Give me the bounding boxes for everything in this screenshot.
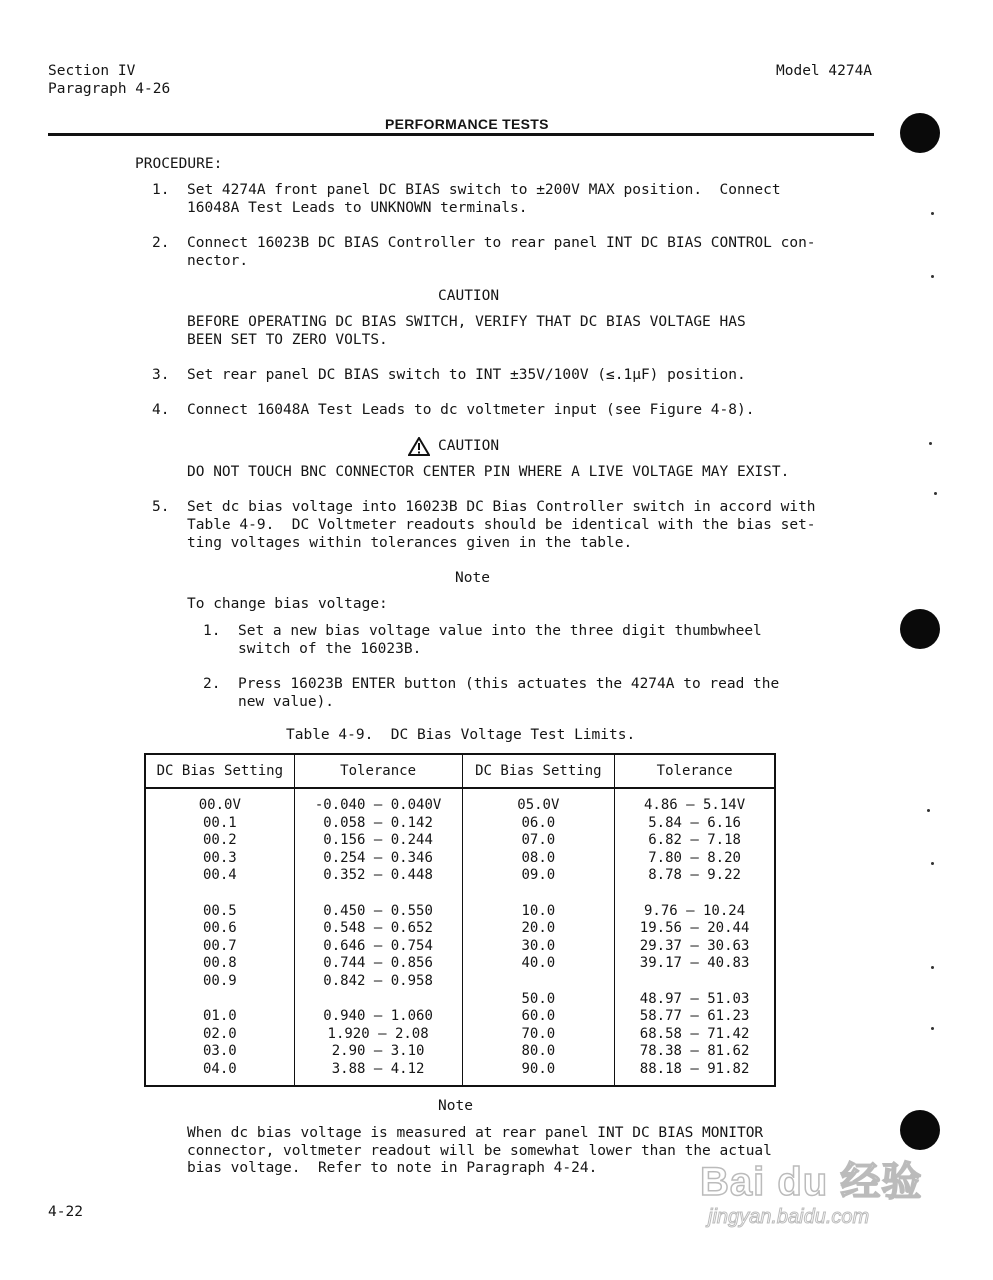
header-rule	[48, 133, 874, 136]
caution-text: BEFORE OPERATING DC BIAS SWITCH, VERIFY THAT DC BIAS VOLTAGE HAS	[187, 314, 746, 330]
note-item-number: 2.	[203, 676, 221, 692]
tolerance-cell: 0.548 — 0.652	[323, 920, 433, 937]
bias-setting-cell: 07.0	[521, 832, 556, 849]
left-tolerances-column	[294, 788, 462, 1086]
note-text: bias voltage. Refer to note in Paragraph 4-24.	[187, 1160, 598, 1176]
table-body-row	[145, 788, 775, 1086]
tolerance-cell: 3.88 — 4.12	[331, 1060, 425, 1077]
watermark-logo-text: Bai du 经验	[700, 1160, 923, 1204]
bias-setting-cell: 05.0V	[517, 797, 560, 813]
bias-setting-cell: 80.0	[521, 1043, 556, 1060]
step5-text: Table 4-9. DC Voltmeter readouts should be identical with the bias set-	[187, 517, 816, 533]
row-gap	[295, 885, 462, 903]
bias-setting-cell: 00.6	[202, 920, 237, 937]
tolerance-cell: 1.920 — 2.08	[327, 1025, 429, 1042]
bias-setting-cell: 08.0	[521, 849, 556, 866]
tolerance-cell: 29.37 — 30.63	[639, 937, 750, 954]
bias-setting-cell: 00.9	[202, 972, 237, 989]
note-item-text: new value).	[238, 694, 335, 710]
tolerance-cell: 6.82 — 7.18	[648, 832, 741, 849]
bias-setting-cell: 04.0	[202, 1060, 237, 1077]
row-gap	[146, 991, 294, 1009]
bias-setting-cell: 09.0	[521, 867, 556, 884]
column-header: Tolerance	[615, 754, 775, 788]
step2-text: nector.	[187, 253, 249, 269]
note-text: When dc bias voltage is measured at rear panel INT DC BIAS MONITOR	[187, 1125, 764, 1141]
bias-setting-cell: 00.7	[202, 937, 237, 954]
bias-setting-cell: 00.5	[202, 902, 237, 919]
tolerance-cell: 58.77 — 61.23	[639, 1008, 750, 1025]
row-gap	[463, 973, 615, 991]
scan-speck	[934, 492, 937, 495]
note-heading: Note	[455, 570, 490, 586]
tolerance-cell: 88.18 — 91.82	[639, 1060, 750, 1077]
bias-setting-cell: 00.3	[202, 849, 237, 866]
bias-setting-cell: 70.0	[521, 1025, 556, 1042]
step1-text: 16048A Test Leads to UNKNOWN terminals.	[187, 200, 528, 216]
row-gap	[615, 885, 774, 903]
tolerance-cell: 9.76 — 10.24	[644, 902, 746, 919]
baidu-watermark	[700, 1150, 940, 1240]
bias-setting-cell: 03.0	[202, 1043, 237, 1060]
scan-speck	[931, 862, 934, 865]
step4-text: Connect 16048A Test Leads to dc voltmeter input (see Figure 4-8).	[187, 402, 755, 418]
caution-text: BEEN SET TO ZERO VOLTS.	[187, 332, 388, 348]
left-settings-column	[145, 788, 294, 1086]
note-item-text: Set a new bias voltage value into the three digit thumbwheel	[238, 623, 762, 639]
punch-hole-bottom	[900, 1110, 940, 1150]
bias-setting-cell: 02.0	[202, 1025, 237, 1042]
scan-speck	[931, 1027, 934, 1030]
row-gap	[295, 991, 462, 1009]
note-heading: Note	[438, 1098, 473, 1114]
tolerance-cell: 78.38 — 81.62	[639, 1043, 750, 1060]
caution-heading: CAUTION	[438, 438, 500, 454]
bias-setting-cell: 50.0	[521, 990, 556, 1007]
step-number: 1.	[152, 182, 170, 198]
table-header-row	[145, 754, 775, 788]
step1-text: Set 4274A front panel DC BIAS switch to ±200V MAX position. Connect	[187, 182, 781, 198]
scan-speck	[931, 212, 934, 215]
tolerance-cell: 2.90 — 3.10	[331, 1043, 425, 1060]
bias-setting-cell: 90.0	[521, 1060, 556, 1077]
page-number: 4-22	[48, 1204, 83, 1220]
scan-speck	[931, 275, 934, 278]
note-item-text: Press 16023B ENTER button (this actuates the 4274A to read the	[238, 676, 780, 692]
tolerance-cell: 39.17 — 40.83	[639, 955, 750, 972]
punch-hole-top	[900, 113, 940, 153]
scan-speck	[931, 966, 934, 969]
column-header: Tolerance	[294, 754, 462, 788]
page-title: PERFORMANCE TESTS	[385, 116, 549, 132]
tolerance-cell: 0.352 — 0.448	[323, 867, 433, 884]
bias-setting-cell: 20.0	[521, 920, 556, 937]
tolerance-cell: 0.940 — 1.060	[323, 1008, 433, 1025]
tolerance-cell: 0.254 — 0.346	[323, 849, 433, 866]
bias-setting-cell: 40.0	[521, 955, 556, 972]
note-item-text: switch of the 16023B.	[238, 641, 422, 657]
row-gap	[615, 973, 774, 991]
tolerance-cell: 68.58 — 71.42	[639, 1025, 750, 1042]
warning-triangle-icon	[408, 437, 430, 456]
step5-text: Set dc bias voltage into 16023B DC Bias Controller switch in accord with	[187, 499, 816, 515]
right-tolerances-column	[615, 788, 775, 1086]
bias-setting-cell: 00.4	[202, 867, 237, 884]
scan-speck	[929, 442, 932, 445]
bias-setting-cell: 01.0	[202, 1008, 237, 1025]
tolerance-cell: 0.842 — 0.958	[323, 972, 433, 989]
tolerance-cell: 0.450 — 0.550	[323, 902, 433, 919]
column-header: DC Bias Setting	[462, 754, 615, 788]
step-number: 3.	[152, 367, 170, 383]
tolerance-cell: 0.156 — 0.244	[323, 832, 433, 849]
step5-text: ting voltages within tolerances given in the table.	[187, 535, 633, 551]
section-label: Section IV	[48, 63, 136, 79]
note-item-number: 1.	[203, 623, 221, 639]
row-gap	[463, 885, 615, 903]
column-header: DC Bias Setting	[145, 754, 294, 788]
procedure-heading: PROCEDURE:	[135, 156, 223, 172]
tolerance-cell: 19.56 — 20.44	[639, 920, 750, 937]
bias-setting-cell: 00.2	[202, 832, 237, 849]
tolerance-cell: 0.646 — 0.754	[323, 937, 433, 954]
paragraph-label: Paragraph 4-26	[48, 81, 171, 97]
bias-setting-cell: 10.0	[521, 902, 556, 919]
caution-heading: CAUTION	[438, 288, 500, 304]
tolerance-cell: 5.84 — 6.16	[648, 814, 741, 831]
model-label: Model 4274A	[776, 63, 873, 79]
tolerance-cell: 8.78 — 9.22	[648, 867, 741, 884]
bias-setting-cell: 00.8	[202, 955, 237, 972]
scan-speck	[927, 809, 930, 812]
tolerance-cell: -0.040 — 0.040V	[314, 797, 442, 813]
note-text: connector, voltmeter readout will be somewhat lower than the actual	[187, 1143, 772, 1159]
step-number: 2.	[152, 235, 170, 251]
caution-text: DO NOT TOUCH BNC CONNECTOR CENTER PIN WHERE A LIVE VOLTAGE MAY EXIST.	[187, 464, 790, 480]
bias-setting-cell: 06.0	[521, 814, 556, 831]
step3-text: Set rear panel DC BIAS switch to INT ±35V/100V (≤.1μF) position.	[187, 367, 746, 383]
step2-text: Connect 16023B DC BIAS Controller to rear panel INT DC BIAS CONTROL con-	[187, 235, 816, 251]
dc-bias-limits-table	[144, 753, 776, 1087]
row-gap	[146, 885, 294, 903]
watermark-url: jingyan.baidu.com	[708, 1206, 870, 1228]
note-intro: To change bias voltage:	[187, 596, 388, 612]
tolerance-cell: 0.744 — 0.856	[323, 955, 433, 972]
tolerance-cell: 4.86 — 5.14V	[644, 797, 746, 813]
bias-setting-cell: 00.1	[202, 814, 237, 831]
step-number: 4.	[152, 402, 170, 418]
bias-setting-cell: 00.0V	[198, 797, 241, 813]
bias-setting-cell: 30.0	[521, 937, 556, 954]
tolerance-cell: 48.97 — 51.03	[639, 990, 750, 1007]
step-number: 5.	[152, 499, 170, 515]
right-settings-column	[462, 788, 615, 1086]
table-caption: Table 4-9. DC Bias Voltage Test Limits.	[286, 727, 636, 743]
tolerance-cell: 0.058 — 0.142	[323, 814, 433, 831]
tolerance-cell: 7.80 — 8.20	[648, 849, 741, 866]
punch-hole-middle	[900, 609, 940, 649]
bias-setting-cell: 60.0	[521, 1008, 556, 1025]
